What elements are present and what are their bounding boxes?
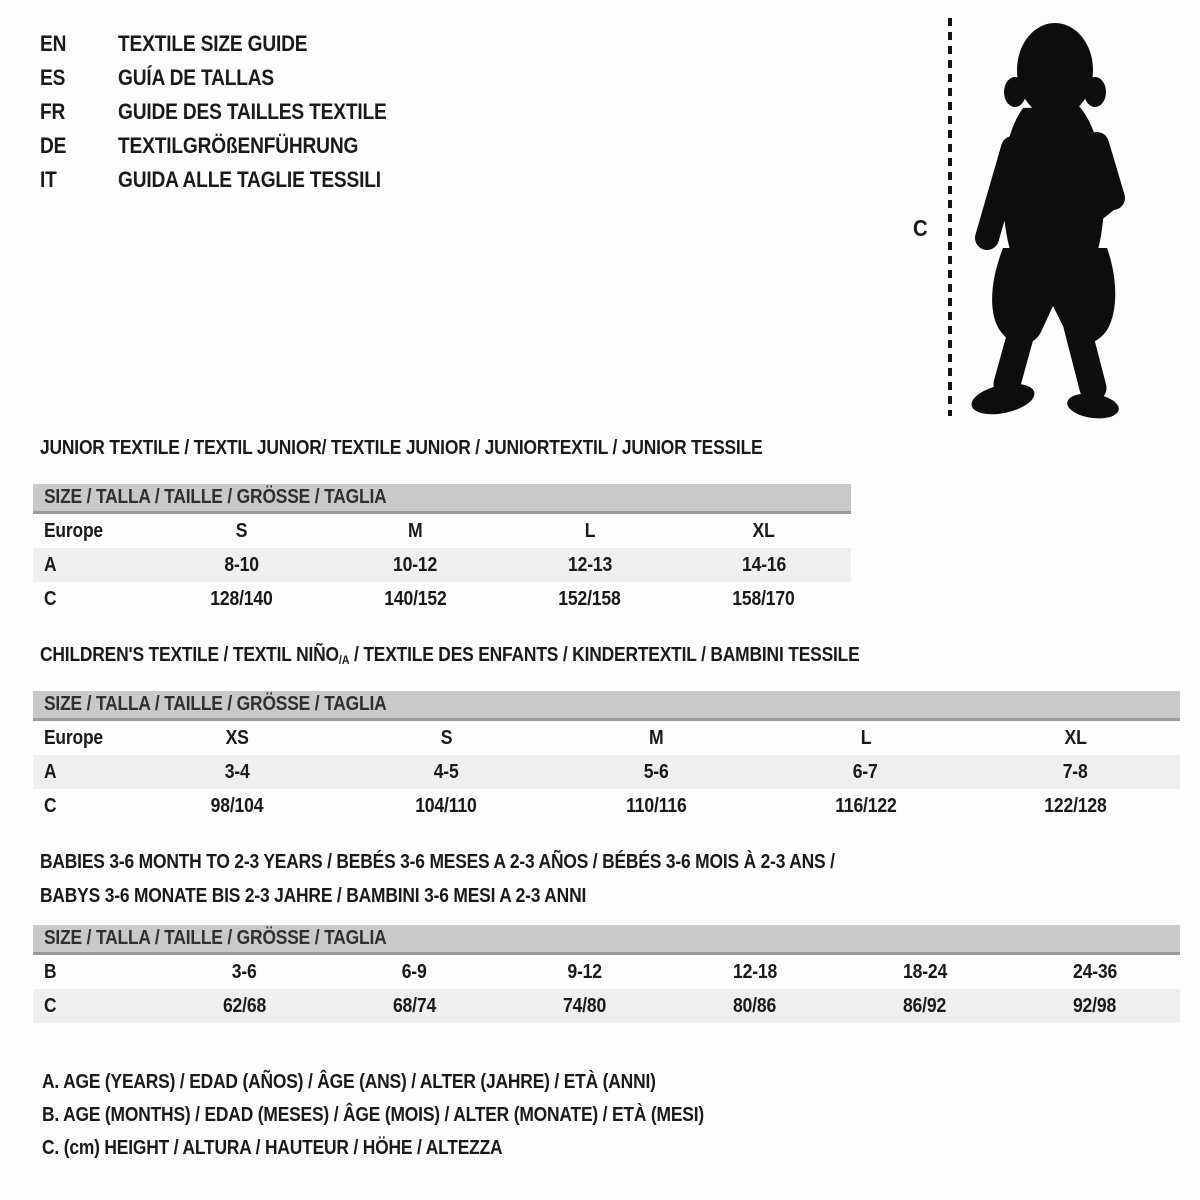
size-table-header: SIZE / TALLA / TAILLE / GRÖSSE / TAGLIA xyxy=(33,691,1180,721)
age-cell: 3-4 xyxy=(224,760,250,783)
age-cell: 6-7 xyxy=(853,760,879,783)
age-cell: 12-13 xyxy=(567,553,612,576)
age-cell: 24-36 xyxy=(1072,960,1118,983)
age-cell: 7-8 xyxy=(1062,760,1088,783)
size-cell: XL xyxy=(752,519,775,542)
children-section-title: CHILDREN'S TEXTILE / TEXTIL NIÑO/A / TEXTILE DES ENFANTS / KINDERTEXTIL / BAMBINI TESSILE xyxy=(40,644,860,668)
size-cell: XS xyxy=(225,726,249,749)
age-cell: 3-6 xyxy=(231,960,257,983)
height-measure-label: C xyxy=(912,215,928,241)
size-cell: L xyxy=(860,726,871,749)
language-code: EN xyxy=(40,31,67,56)
language-row-it xyxy=(40,163,427,197)
size-cell: XL xyxy=(1064,726,1087,749)
language-title: GUIDA ALLE TAGLIE TESSILI xyxy=(118,167,381,192)
size-table-header: SIZE / TALLA / TAILLE / GRÖSSE / TAGLIA xyxy=(33,925,1180,955)
row-label: A xyxy=(44,553,57,576)
height-cell: 68/74 xyxy=(392,994,436,1017)
junior-size-table xyxy=(33,484,851,616)
size-cell: L xyxy=(584,519,595,542)
babies-section-title: BABIES 3-6 MONTH TO 2-3 YEARS / BEBÉS 3-6 MESES A 2-3 AÑOS / BÉBÉS 3-6 MOIS À 2-3 ANS / BABYS 3-6 MONATE BIS 2-3 JAHRE / BAMBINI 3-6 MESI A 2-3 ANNI xyxy=(40,851,835,907)
table-row-c xyxy=(33,789,1180,823)
age-cell: 14-16 xyxy=(741,553,786,576)
nino-a-subscript: /A xyxy=(338,653,350,668)
height-measure-dashed-line xyxy=(948,18,952,416)
table-row-c xyxy=(33,582,851,616)
height-cell: 128/140 xyxy=(209,587,273,610)
height-cell: 140/152 xyxy=(384,587,447,610)
language-title-list xyxy=(40,27,427,197)
language-title: TEXTILE SIZE GUIDE xyxy=(118,31,308,56)
age-cell: 6-9 xyxy=(401,960,427,983)
age-cell: 18-24 xyxy=(902,960,947,983)
junior-section-title: JUNIOR TEXTILE / TEXTIL JUNIOR/ TEXTILE JUNIOR / JUNIORTEXTIL / JUNIOR TESSILE xyxy=(40,437,763,459)
language-title: GUIDE DES TAILLES TEXTILE xyxy=(118,99,387,124)
age-cell: 8-10 xyxy=(223,553,259,576)
age-cell: 10-12 xyxy=(393,553,438,576)
height-cell: 110/116 xyxy=(625,794,687,817)
size-cell: M xyxy=(408,519,423,542)
legend-line-a: A. AGE (YEARS) / EDAD (AÑOS) / ÂGE (ANS) / ALTER (JAHRE) / ETÀ (ANNI) xyxy=(42,1071,656,1093)
row-label: A xyxy=(44,760,57,783)
size-cell: S xyxy=(440,726,453,749)
height-cell: 86/92 xyxy=(903,994,947,1017)
size-table-header: SIZE / TALLA / TAILLE / GRÖSSE / TAGLIA xyxy=(33,484,851,514)
row-label: C xyxy=(44,587,57,610)
age-cell: 5-6 xyxy=(643,760,669,783)
height-cell: 74/80 xyxy=(562,994,607,1017)
toddler-silhouette-icon xyxy=(965,16,1140,420)
language-code: FR xyxy=(40,99,66,124)
height-cell: 62/68 xyxy=(222,994,266,1017)
height-cell: 80/86 xyxy=(733,994,777,1017)
height-cell: 104/110 xyxy=(415,794,478,817)
height-cell: 116/122 xyxy=(834,794,897,817)
language-code: ES xyxy=(40,65,66,90)
legend-line-b: B. AGE (MONTHS) / EDAD (MESES) / ÂGE (MOIS) / ALTER (MONATE) / ETÀ (MESI) xyxy=(42,1104,705,1126)
height-cell: 98/104 xyxy=(210,794,264,817)
age-cell: 4-5 xyxy=(433,760,459,783)
height-cell: 152/158 xyxy=(558,587,621,610)
legend xyxy=(42,1066,803,1165)
language-row-de xyxy=(40,129,427,163)
children-size-table xyxy=(33,691,1180,823)
language-title: GUÍA DE TALLAS xyxy=(118,65,275,90)
height-cell: 158/170 xyxy=(732,587,796,610)
table-row-europe xyxy=(33,721,1180,755)
size-cell: M xyxy=(648,726,664,749)
table-row-a xyxy=(33,755,1180,789)
table-row-b xyxy=(33,955,1180,989)
language-title: TEXTILGRÖßENFÜHRUNG xyxy=(118,133,359,158)
table-row-europe xyxy=(33,514,851,548)
row-label: C xyxy=(44,994,57,1017)
row-label: C xyxy=(44,794,57,817)
table-row-a xyxy=(33,548,851,582)
row-label: B xyxy=(44,960,57,983)
height-cell: 122/128 xyxy=(1043,794,1107,817)
height-cell: 92/98 xyxy=(1073,994,1117,1017)
language-row-fr xyxy=(40,95,427,129)
language-row-es xyxy=(40,61,427,95)
age-cell: 9-12 xyxy=(567,960,602,983)
row-label: Europe xyxy=(44,519,103,542)
row-label: Europe xyxy=(44,726,103,749)
table-row-c xyxy=(33,989,1180,1023)
language-code: DE xyxy=(40,133,67,158)
size-cell: S xyxy=(235,519,247,542)
babies-size-table xyxy=(33,925,1180,1023)
language-code: IT xyxy=(40,167,57,192)
language-row-en xyxy=(40,27,427,61)
legend-line-c: C. (cm) HEIGHT / ALTURA / HAUTEUR / HÖHE / ALTEZZA xyxy=(42,1137,503,1159)
age-cell: 12-18 xyxy=(732,960,777,983)
